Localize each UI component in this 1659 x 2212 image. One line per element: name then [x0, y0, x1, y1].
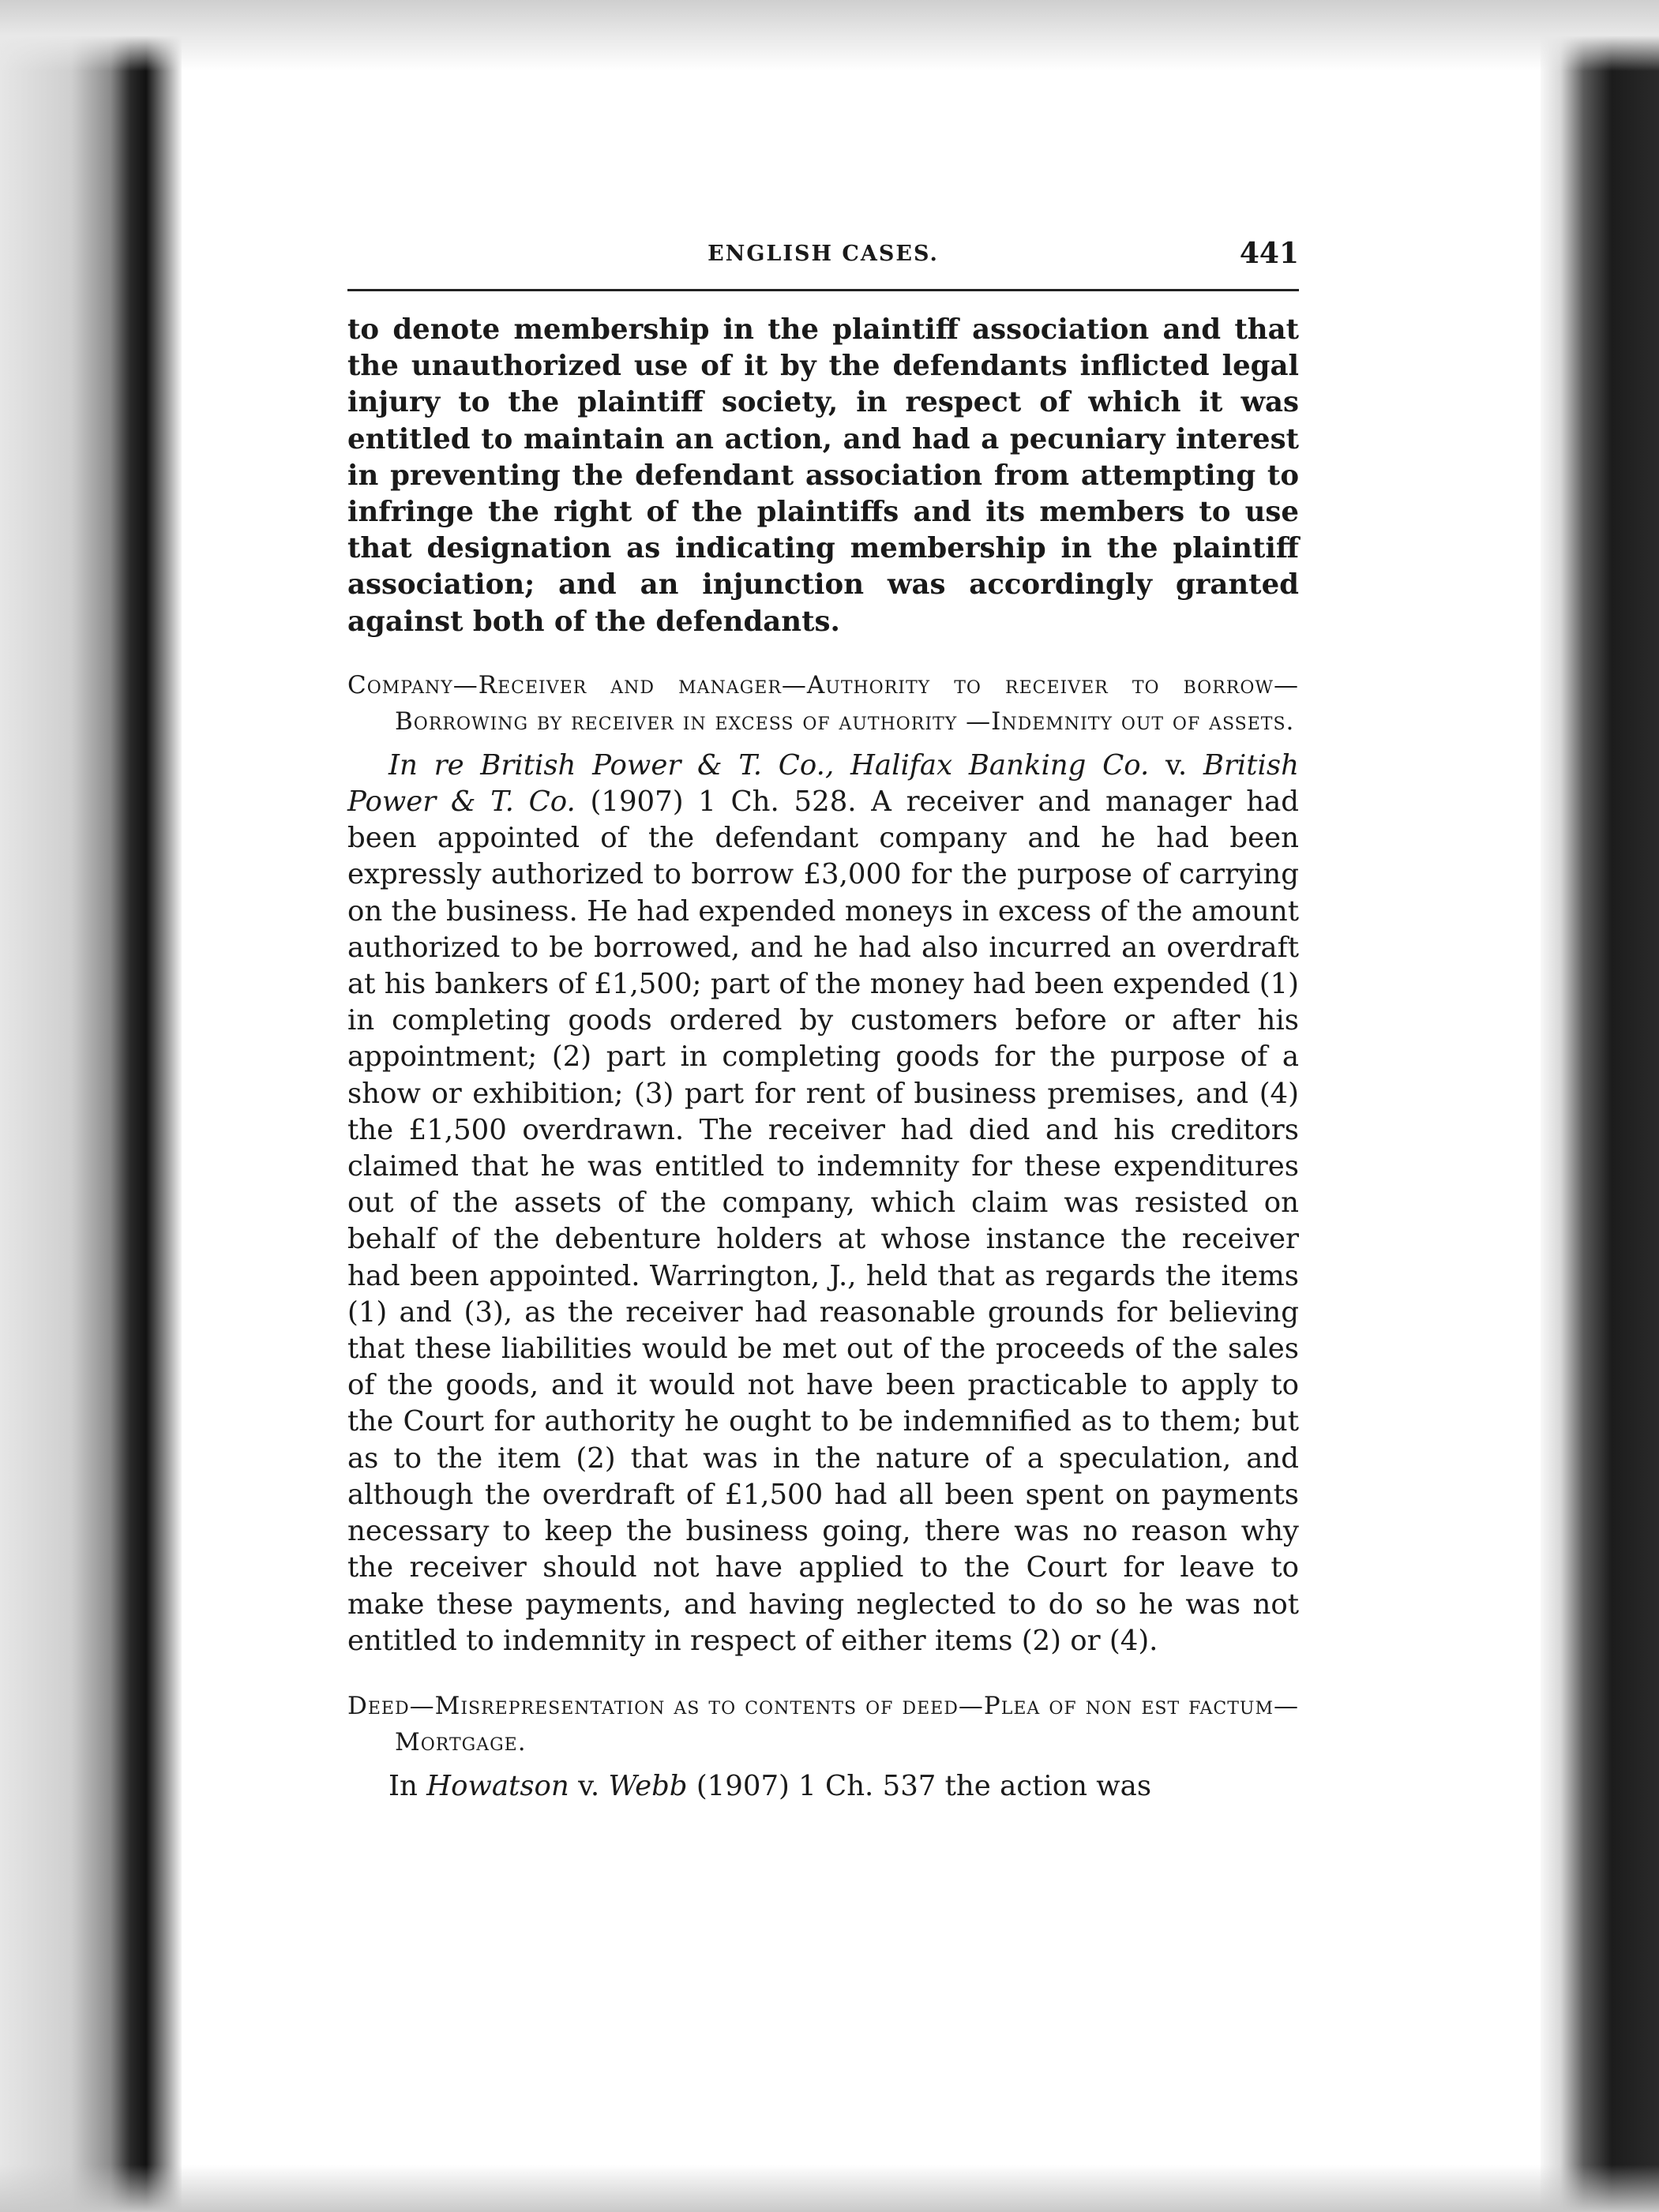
party-howatson: Howatson: [426, 1769, 569, 1802]
book-page: [347, 237, 1299, 1805]
case-citation-italic-2: British Power & T. Co.: [347, 748, 1299, 819]
scan-binding-shadow-right: [1541, 0, 1659, 2212]
party-webb: Webb: [608, 1769, 688, 1802]
scan-bottom-edge: [0, 2165, 1659, 2212]
section-heading-deed: Deed—Misrepresentation as to contents of deed—Plea of non est factum—Mortgage.: [347, 1691, 1299, 1756]
case-paragraph-british-power: [347, 748, 1299, 1659]
running-head: [347, 237, 1299, 283]
section-heading-company: Company—Receiver and manager—Authority to receiver to borrow—Borrowing by receiver in excess of authority —Indemnity out of assets.: [347, 670, 1299, 736]
running-title: ENGLISH CASES.: [708, 242, 939, 266]
versus: v.: [1149, 748, 1203, 782]
page-number: 441: [1239, 237, 1299, 270]
case-citation-italic: In re British Power & T. Co., Halifax Banking Co.: [388, 748, 1150, 782]
case-prefix: In: [388, 1769, 427, 1802]
versus-2: v.: [569, 1769, 609, 1802]
case-paragraph-howatson: [347, 1768, 1299, 1805]
continued-paragraph: to denote membership in the plaintiff association and that the unauthorized use of it by the defendants inflicted legal injury to the plaintiff society, in respect of which it was entitled to maintain an action, and had a pecuniary interest in preventing the defendant association from attempting to infringe the right of the plaintiffs and its members to use that designation as indicating membership in the plaintiff association; and an injunction was accordingly granted against both of the defendants.: [347, 313, 1299, 638]
case-body-2: (1907) 1 Ch. 537 the action was: [687, 1769, 1152, 1802]
scan-binding-shadow-left: [0, 0, 182, 2212]
case-body: (1907) 1 Ch. 528. A receiver and manager had been appointed of the defendant company and he had been expressly authorized to borrow £3,000 for the purpose of carrying on the business. He had expended moneys in excess of the amount authorized to be borrowed, and he had also incurred an overdraft at his bankers of £1,500; part of the money had been expended (1) in completing goods ordered by customers before or after his appointment; (2) part in completing goods for the purpose of a show or exhibition; (3) part for rent of business premises, and (4) the £1,500 overdrawn. The receiver had died and his creditors claimed that he was entitled to indemnity for these expenditures out of the assets of the company, which claim was resisted on behalf of the debenture holders at whose instance the receiver had been appointed. Warrington, J., held that as regards the items (1) and (3), as the receiver had reasonable grounds for believing that these liabilities would be met out of the proceeds of the sales of the goods, and it would not have been practicable to apply to the Court for authority he ought to be indemnified as to them; but as to the item (2) that was in the nature of a speculation, and although the overdraft of £1,500 had all been spent on payments necessary to keep the business going, there was no reason why the receiver should not have applied to the Court for leave to make these payments, and having neglected to do so he was not entitled to indemnity in respect of either items (2) or (4).: [347, 785, 1299, 1657]
scan-top-edge: [0, 0, 1659, 71]
header-rule: [347, 289, 1299, 291]
